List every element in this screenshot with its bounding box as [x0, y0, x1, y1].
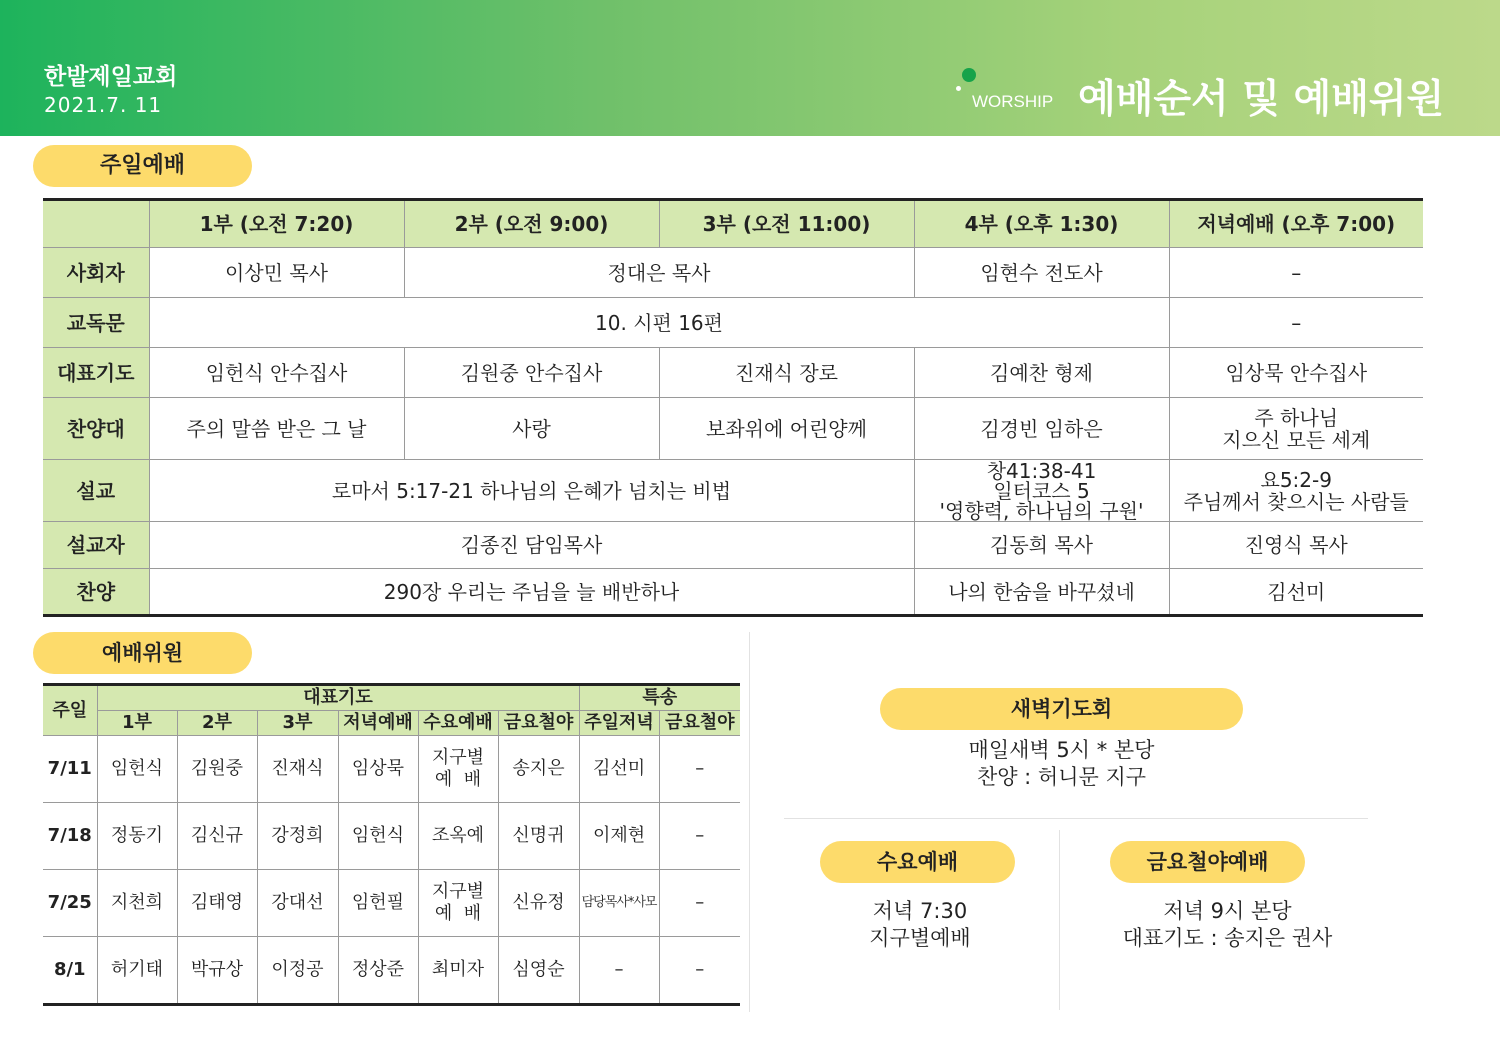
- cell: 진재식: [257, 736, 338, 803]
- cell-line: 지구별: [431, 881, 485, 902]
- table-row: [43, 398, 1423, 460]
- column-header: 저녁예배 (오후 7:00): [1169, 200, 1423, 248]
- column-header: 2부 (오전 9:00): [404, 200, 659, 248]
- cell-line: 주님께서 찾으시는 사람들: [1183, 489, 1409, 514]
- date-cell: 8/1: [43, 937, 97, 1005]
- cell-line: '영향력, 하나님의 구원': [939, 498, 1144, 523]
- cell: 신유정: [498, 870, 579, 937]
- worship-english-label: WORSHIP: [972, 92, 1054, 111]
- friday-worship-label: 금요철야예배: [1110, 841, 1305, 883]
- bulletin-date: 2021.7. 11: [44, 93, 163, 117]
- cell-line: 창41:38-41: [986, 458, 1097, 483]
- row-header: 대표기도: [43, 348, 149, 398]
- cell: 김원중 안수집사: [404, 348, 659, 398]
- cell: 임상묵 안수집사: [1169, 348, 1423, 398]
- church-name: 한밭제일교회: [44, 64, 178, 90]
- cell: 김종진 담임목사: [149, 522, 914, 569]
- wednesday-worship-info: [800, 898, 1040, 952]
- cell-line: 요5:2-9: [1260, 467, 1332, 492]
- date-cell: 7/11: [43, 736, 97, 803]
- sunday-worship-table: [43, 198, 1423, 617]
- cell: 진영식 목사: [1169, 522, 1423, 569]
- date-cell: 7/25: [43, 870, 97, 937]
- worship-members-label: 예배위원: [33, 632, 252, 674]
- info-line: 대표기도 : 송지은 권사: [1122, 926, 1333, 950]
- table-row: [43, 569, 1423, 616]
- cell: 임헌필: [338, 870, 418, 937]
- cell: –: [1169, 248, 1423, 298]
- cell: [1169, 460, 1423, 522]
- cell: 임헌식: [97, 736, 177, 803]
- friday-worship-info: [1085, 898, 1370, 952]
- cell: 정대은 목사: [404, 248, 914, 298]
- cell: 최미자: [418, 937, 498, 1005]
- cell: 이상민 목사: [149, 248, 404, 298]
- column-header: 수요예배: [418, 711, 498, 736]
- header-banner: [0, 0, 1500, 136]
- table-row: [43, 736, 740, 803]
- cell: 이제현: [579, 803, 659, 870]
- cell: 임헌식 안수집사: [149, 348, 404, 398]
- cell: 임현수 전도사: [914, 248, 1169, 298]
- cell: 김선미: [579, 736, 659, 803]
- date-cell: 7/18: [43, 803, 97, 870]
- row-header: 설교자: [43, 522, 149, 569]
- cell: 이정공: [257, 937, 338, 1005]
- cell: [914, 460, 1169, 522]
- cell: [418, 870, 498, 937]
- cell: 심영순: [498, 937, 579, 1005]
- row-header: 찬양: [43, 569, 149, 616]
- cell: 김태영: [177, 870, 257, 937]
- cell: 로마서 5:17-21 하나님의 은혜가 넘치는 비법: [149, 460, 914, 522]
- cell: 사랑: [404, 398, 659, 460]
- cell: [1169, 398, 1423, 460]
- info-line: 찬양 : 허니문 지구: [976, 765, 1147, 789]
- cell-line: 일터코스 5: [993, 478, 1090, 503]
- decor-small-dot-icon: [956, 86, 961, 91]
- cell: [418, 736, 498, 803]
- cell: 박규상: [177, 937, 257, 1005]
- cell: 임헌식: [338, 803, 418, 870]
- cell-line: 지으신 모든 세계: [1222, 427, 1371, 452]
- sunday-worship-label: 주일예배: [33, 145, 252, 187]
- horizontal-divider: [784, 818, 1368, 819]
- table-row: [43, 803, 740, 870]
- cell: 송지은: [498, 736, 579, 803]
- column-header: 금요철야: [498, 711, 579, 736]
- cell: 290장 우리는 주님을 늘 배반하나: [149, 569, 914, 616]
- info-line: 지구별예배: [869, 926, 971, 950]
- table-row: [43, 522, 1423, 569]
- column-header: 특송: [579, 685, 740, 711]
- cell: 김원중: [177, 736, 257, 803]
- column-header: 저녁예배: [338, 711, 418, 736]
- cell-line: 주 하나님: [1254, 405, 1339, 430]
- table-row: [43, 460, 1423, 522]
- cell: 강정희: [257, 803, 338, 870]
- column-header: 2부: [177, 711, 257, 736]
- cell-line: 예 배: [434, 903, 482, 924]
- cell: 김선미: [1169, 569, 1423, 616]
- row-header: 설교: [43, 460, 149, 522]
- decor-dot-icon: [962, 68, 976, 82]
- row-header: 사회자: [43, 248, 149, 298]
- row-header: 교독문: [43, 298, 149, 348]
- vertical-divider: [749, 632, 750, 1012]
- cell: 김예찬 형제: [914, 348, 1169, 398]
- row-header: 찬양대: [43, 398, 149, 460]
- cell: 허기태: [97, 937, 177, 1005]
- cell: 주의 말씀 받은 그 날: [149, 398, 404, 460]
- cell: 정동기: [97, 803, 177, 870]
- cell: 조옥예: [418, 803, 498, 870]
- table-row: [43, 870, 740, 937]
- cell-line: 지구별: [431, 747, 485, 768]
- column-header: 1부: [97, 711, 177, 736]
- table-row: [43, 298, 1423, 348]
- cell: 김신규: [177, 803, 257, 870]
- column-header: 주일저녁: [579, 711, 659, 736]
- cell: 10. 시편 16편: [149, 298, 1169, 348]
- table-header-row: [43, 685, 740, 711]
- table-header-row: [43, 200, 1423, 248]
- column-header: 1부 (오전 7:20): [149, 200, 404, 248]
- column-header: 3부 (오전 11:00): [659, 200, 914, 248]
- info-line: 저녁 7:30: [872, 899, 968, 923]
- cell: –: [1169, 298, 1423, 348]
- table-subheader-row: [43, 711, 740, 736]
- cell: 정상준: [338, 937, 418, 1005]
- cell: –: [659, 937, 740, 1005]
- table-row: [43, 937, 740, 1005]
- cell: –: [659, 803, 740, 870]
- column-header: 주일: [43, 685, 97, 736]
- dawn-prayer-info: [880, 737, 1243, 791]
- column-header: 4부 (오후 1:30): [914, 200, 1169, 248]
- cell: –: [659, 736, 740, 803]
- cell: 지천희: [97, 870, 177, 937]
- cell: –: [659, 870, 740, 937]
- cell: 담당목사*사모: [579, 870, 659, 937]
- cell: 진재식 장로: [659, 348, 914, 398]
- wednesday-worship-label: 수요예배: [820, 841, 1015, 883]
- worship-members-table: [43, 683, 740, 1006]
- cell: 나의 한숨을 바꾸셨네: [914, 569, 1169, 616]
- cell: 보좌위에 어린양께: [659, 398, 914, 460]
- column-header: 금요철야: [659, 711, 740, 736]
- cell: 임상묵: [338, 736, 418, 803]
- dawn-prayer-label: 새벽기도회: [880, 688, 1243, 730]
- info-line: 저녁 9시 본당: [1163, 899, 1292, 923]
- page-title: 예배순서 및 예배위원: [1078, 77, 1445, 122]
- column-header: 3부: [257, 711, 338, 736]
- cell-line: 예 배: [434, 769, 482, 790]
- cell: –: [579, 937, 659, 1005]
- cell: 신명귀: [498, 803, 579, 870]
- table-row: [43, 348, 1423, 398]
- cell: 김동희 목사: [914, 522, 1169, 569]
- column-header: 대표기도: [97, 685, 579, 711]
- vertical-divider: [1059, 830, 1060, 1010]
- cell: 강대선: [257, 870, 338, 937]
- corner-cell: [43, 200, 149, 248]
- info-line: 매일새벽 5시 * 본당: [968, 738, 1155, 762]
- cell: 김경빈 임하은: [914, 398, 1169, 460]
- table-row: [43, 248, 1423, 298]
